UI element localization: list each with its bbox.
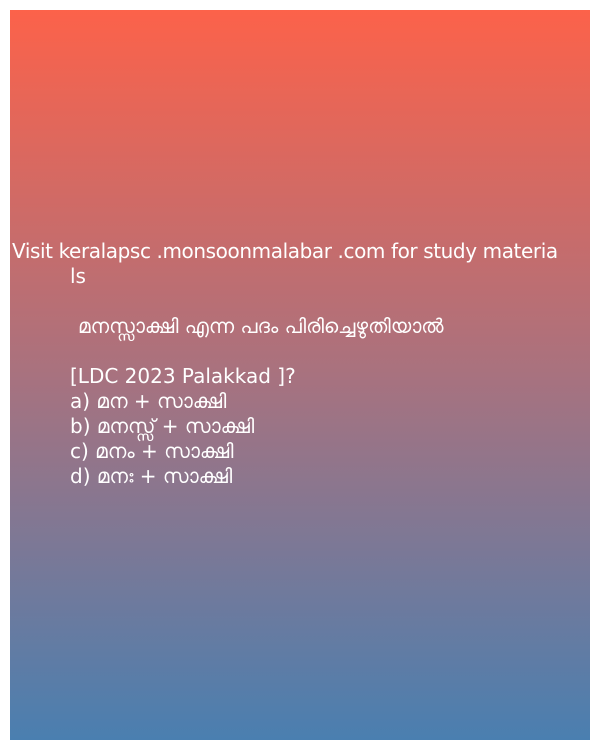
option-d: d) മനഃ + സാക്ഷി (70, 464, 233, 488)
question-card (10, 10, 590, 740)
option-b: b) മനസ്സ് + സാക്ഷി (70, 414, 255, 438)
question-text: മനസ്സാക്ഷി എന്ന പദം പിരിച്ചെഴുതിയാൽ (78, 314, 444, 338)
promo-text-line-2: ls (70, 264, 86, 288)
promo-text-line-1: Visit keralapsc .monsoonmalabar .com for study materia (12, 239, 558, 263)
option-a: a) മന + സാക്ഷി (70, 389, 227, 413)
option-c: c) മനം + സാക്ഷി (70, 439, 234, 463)
exam-tag: [LDC 2023 Palakkad ]? (70, 364, 296, 388)
